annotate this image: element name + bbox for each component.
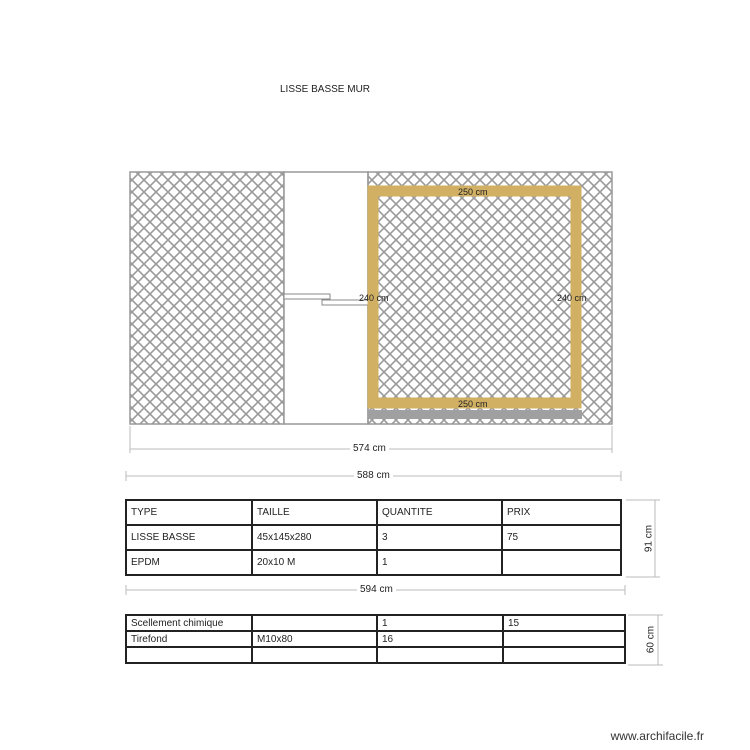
- table-cell: QUANTITE: [377, 500, 502, 525]
- table-row: [126, 615, 625, 631]
- table-cell: [252, 615, 377, 631]
- room-top-label: 250 cm: [458, 187, 488, 197]
- table-cell: M10x80: [252, 631, 377, 647]
- table-row: [126, 500, 621, 525]
- room-left-label: 240 cm: [359, 293, 389, 303]
- table-row: [126, 525, 621, 550]
- brand-watermark: www.archifacile.fr: [610, 729, 704, 743]
- table-cell: 45x145x280: [252, 525, 377, 550]
- table2-width-label: 594 cm: [357, 584, 396, 595]
- table1-width-label: 588 cm: [354, 470, 393, 481]
- table-cell: 1: [377, 550, 502, 575]
- table-cell: LISSE BASSE: [126, 525, 252, 550]
- table-cell: 15: [503, 615, 625, 631]
- fixings-table: [125, 614, 626, 664]
- bottom-wall: [368, 410, 582, 419]
- door-mark-upper: [284, 294, 330, 299]
- table-cell: TAILLE: [252, 500, 377, 525]
- table-cell: [377, 647, 503, 663]
- table-row: [126, 550, 621, 575]
- plan-title: LISSE BASSE MUR: [280, 84, 371, 95]
- table-cell: 3: [377, 525, 502, 550]
- table-cell: EPDM: [126, 550, 252, 575]
- room-right-label: 240 cm: [557, 293, 587, 303]
- table-cell: Scellement chimique: [126, 615, 252, 631]
- table-cell: TYPE: [126, 500, 252, 525]
- table-cell: PRIX: [502, 500, 621, 525]
- room-bottom-label: 250 cm: [458, 399, 488, 409]
- overall-width-label: 574 cm: [350, 443, 389, 454]
- table-cell: [503, 631, 625, 647]
- table-cell: Tirefond: [126, 631, 252, 647]
- table-row: [126, 647, 625, 663]
- table-cell: 75: [502, 525, 621, 550]
- table-cell: 20x10 M: [252, 550, 377, 575]
- left-hatched-wall: [130, 172, 284, 424]
- table1-height-label: 91 cm: [643, 524, 655, 553]
- table-cell: [252, 647, 377, 663]
- table-cell: [502, 550, 621, 575]
- table-cell: 1: [377, 615, 503, 631]
- table-cell: [126, 647, 252, 663]
- table-cell: 16: [377, 631, 503, 647]
- materials-table: [125, 499, 622, 576]
- table-row: [126, 631, 625, 647]
- table2-height-label: 60 cm: [645, 625, 657, 654]
- table-cell: [503, 647, 625, 663]
